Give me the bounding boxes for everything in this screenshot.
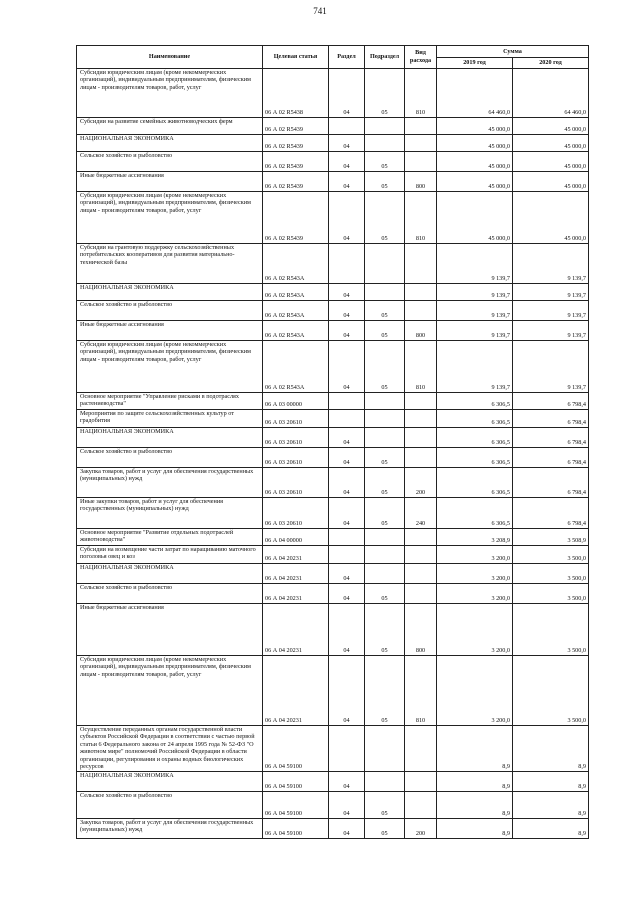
row-name-cell: Субсидии юридическим лицам (кроме некоммерческих организаций), индивидуальным предпринимателям, физическим лицам - производителям товаров, работ, услуг (77, 192, 263, 244)
row-subsection-cell (365, 393, 405, 410)
row-section-cell (329, 726, 365, 772)
row-name-cell: Сельское хозяйство и рыболовство (77, 791, 263, 818)
row-sum-2020-cell: 9 139,7 (513, 244, 589, 284)
row-sum-2019-cell: 9 139,7 (437, 301, 513, 321)
table-row (77, 448, 589, 468)
row-sum-2019-cell: 6 306,5 (437, 410, 513, 428)
row-section-cell: 04 (329, 135, 365, 152)
row-target-cell: 06 А 03 00000 (263, 393, 329, 410)
row-name-cell: Субсидии юридическим лицам (кроме некоммерческих организаций), индивидуальным предпринимателям, физическим лицам - производителям товаров, работ, услуг (77, 656, 263, 726)
row-subsection-cell (365, 546, 405, 564)
row-expense-type-cell (405, 564, 437, 584)
row-target-cell: 06 А 04 59100 (263, 771, 329, 791)
row-sum-2019-cell: 6 306,5 (437, 468, 513, 498)
row-sum-2019-cell: 8,9 (437, 818, 513, 838)
row-sum-2019-cell: 8,9 (437, 771, 513, 791)
row-subsection-cell: 05 (365, 498, 405, 529)
row-name-cell: Сельское хозяйство и рыболовство (77, 152, 263, 172)
row-target-cell: 06 А 04 59100 (263, 791, 329, 818)
row-sum-2019-cell: 9 139,7 (437, 321, 513, 341)
row-target-cell: 06 А 04 20231 (263, 564, 329, 584)
row-expense-type-cell (405, 118, 437, 135)
row-subsection-cell (365, 564, 405, 584)
row-expense-type-cell (405, 152, 437, 172)
row-expense-type-cell: 200 (405, 818, 437, 838)
row-target-cell: 06 А 04 20231 (263, 656, 329, 726)
row-expense-type-cell: 800 (405, 321, 437, 341)
table-row (77, 192, 589, 244)
row-sum-2019-cell: 3 200,0 (437, 564, 513, 584)
row-sum-2019-cell: 64 460,0 (437, 69, 513, 118)
row-sum-2019-cell: 45 000,0 (437, 172, 513, 192)
row-name-cell: Закупка товаров, работ и услуг для обеспечения государственных (муниципальных) нужд (77, 818, 263, 838)
row-sum-2019-cell: 45 000,0 (437, 152, 513, 172)
table-row (77, 604, 589, 656)
row-target-cell: 06 А 02 R5439 (263, 118, 329, 135)
row-name-cell: Основное мероприятие "Управление рисками в подотраслях растениеводства" (77, 393, 263, 410)
row-section-cell: 04 (329, 448, 365, 468)
row-subsection-cell: 05 (365, 468, 405, 498)
row-subsection-cell (365, 244, 405, 284)
row-expense-type-cell: 810 (405, 341, 437, 393)
row-target-cell: 06 А 02 R543А (263, 301, 329, 321)
table-row (77, 341, 589, 393)
table-row (77, 301, 589, 321)
row-sum-2020-cell: 8,9 (513, 818, 589, 838)
table-row (77, 791, 589, 818)
row-target-cell: 06 А 02 R543А (263, 321, 329, 341)
row-sum-2020-cell: 45 000,0 (513, 152, 589, 172)
table-header (77, 46, 589, 69)
row-name-cell: Иные бюджетные ассигнования (77, 321, 263, 341)
table-row (77, 410, 589, 428)
row-name-cell: Субсидии юридическим лицам (кроме некоммерческих организаций), индивидуальным предпринимателям, физическим лицам - производителям товаров, работ, услуг (77, 69, 263, 118)
row-section-cell: 04 (329, 192, 365, 244)
row-expense-type-cell (405, 584, 437, 604)
row-name-cell: Закупка товаров, работ и услуг для обеспечения государственных (муниципальных) нужд (77, 468, 263, 498)
header-section: Раздел (329, 46, 365, 69)
row-section-cell: 04 (329, 818, 365, 838)
row-target-cell: 06 А 02 R5438 (263, 69, 329, 118)
row-subsection-cell (365, 529, 405, 546)
row-target-cell: 06 А 04 59100 (263, 726, 329, 772)
table-row (77, 498, 589, 529)
row-subsection-cell: 05 (365, 818, 405, 838)
row-name-cell: НАЦИОНАЛЬНАЯ ЭКОНОМИКА (77, 771, 263, 791)
row-expense-type-cell: 810 (405, 192, 437, 244)
row-sum-2020-cell: 8,9 (513, 771, 589, 791)
header-year-2019: 2019 год (437, 58, 513, 69)
row-name-cell: Субсидии на развитие семейных животноводческих ферм (77, 118, 263, 135)
row-target-cell: 06 А 03 20610 (263, 498, 329, 529)
row-expense-type-cell (405, 135, 437, 152)
row-sum-2020-cell: 9 139,7 (513, 341, 589, 393)
row-target-cell: 06 А 02 R5439 (263, 135, 329, 152)
row-sum-2019-cell: 3 200,0 (437, 604, 513, 656)
row-expense-type-cell (405, 393, 437, 410)
row-subsection-cell (365, 118, 405, 135)
row-sum-2020-cell: 8,9 (513, 726, 589, 772)
header-sum: Сумма (437, 46, 589, 58)
row-expense-type-cell: 810 (405, 69, 437, 118)
row-sum-2019-cell: 3 200,0 (437, 546, 513, 564)
row-sum-2020-cell: 45 000,0 (513, 172, 589, 192)
table-body (77, 69, 589, 839)
row-target-cell: 06 А 03 20610 (263, 448, 329, 468)
row-subsection-cell (365, 771, 405, 791)
row-subsection-cell (365, 284, 405, 301)
budget-table (76, 45, 589, 839)
row-section-cell: 04 (329, 604, 365, 656)
row-section-cell: 04 (329, 791, 365, 818)
row-sum-2020-cell: 6 798,4 (513, 498, 589, 529)
row-subsection-cell (365, 410, 405, 428)
table-row (77, 284, 589, 301)
row-sum-2020-cell: 6 798,4 (513, 428, 589, 448)
row-target-cell: 06 А 04 20231 (263, 546, 329, 564)
row-subsection-cell: 05 (365, 321, 405, 341)
row-expense-type-cell: 200 (405, 468, 437, 498)
row-sum-2020-cell: 8,9 (513, 791, 589, 818)
row-target-cell: 06 А 04 59100 (263, 818, 329, 838)
row-sum-2019-cell: 6 306,5 (437, 428, 513, 448)
row-section-cell (329, 529, 365, 546)
row-sum-2020-cell: 3 500,0 (513, 604, 589, 656)
row-name-cell: НАЦИОНАЛЬНАЯ ЭКОНОМИКА (77, 284, 263, 301)
row-section-cell: 04 (329, 468, 365, 498)
row-name-cell: НАЦИОНАЛЬНАЯ ЭКОНОМИКА (77, 428, 263, 448)
row-name-cell: НАЦИОНАЛЬНАЯ ЭКОНОМИКА (77, 135, 263, 152)
row-sum-2019-cell: 9 139,7 (437, 341, 513, 393)
row-expense-type-cell (405, 791, 437, 818)
table-row (77, 428, 589, 448)
row-sum-2020-cell: 9 139,7 (513, 321, 589, 341)
row-subsection-cell: 05 (365, 192, 405, 244)
row-name-cell: Иные бюджетные ассигнования (77, 604, 263, 656)
row-target-cell: 06 А 03 20610 (263, 410, 329, 428)
row-sum-2020-cell: 45 000,0 (513, 118, 589, 135)
row-name-cell: Мероприятия по защите сельскохозяйственных культур от градобития (77, 410, 263, 428)
row-section-cell: 04 (329, 584, 365, 604)
header-target: Целевая статья (263, 46, 329, 69)
row-section-cell: 04 (329, 301, 365, 321)
row-section-cell (329, 410, 365, 428)
row-sum-2019-cell: 9 139,7 (437, 244, 513, 284)
row-sum-2020-cell: 6 798,4 (513, 468, 589, 498)
row-target-cell: 06 А 02 R5439 (263, 152, 329, 172)
row-subsection-cell: 05 (365, 69, 405, 118)
row-subsection-cell: 05 (365, 152, 405, 172)
row-name-cell: Субсидии юридическим лицам (кроме некоммерческих организаций), индивидуальным предпринимателям, физическим лицам - производителям товаров, работ, услуг (77, 341, 263, 393)
row-section-cell: 04 (329, 564, 365, 584)
row-section-cell: 04 (329, 341, 365, 393)
row-section-cell (329, 546, 365, 564)
table-row (77, 818, 589, 838)
row-target-cell: 06 А 02 R5439 (263, 192, 329, 244)
row-sum-2020-cell: 45 000,0 (513, 192, 589, 244)
table-row (77, 135, 589, 152)
row-section-cell: 04 (329, 498, 365, 529)
table-row (77, 393, 589, 410)
row-sum-2019-cell: 8,9 (437, 791, 513, 818)
row-section-cell: 04 (329, 321, 365, 341)
table-row (77, 244, 589, 284)
row-target-cell: 06 А 04 20231 (263, 604, 329, 656)
row-name-cell: Иные бюджетные ассигнования (77, 172, 263, 192)
row-section-cell (329, 118, 365, 135)
row-sum-2019-cell: 3 200,0 (437, 656, 513, 726)
row-sum-2020-cell: 64 460,0 (513, 69, 589, 118)
row-expense-type-cell (405, 284, 437, 301)
row-subsection-cell (365, 135, 405, 152)
row-name-cell: Сельское хозяйство и рыболовство (77, 301, 263, 321)
row-target-cell: 06 А 03 20610 (263, 468, 329, 498)
row-name-cell: НАЦИОНАЛЬНАЯ ЭКОНОМИКА (77, 564, 263, 584)
table-row (77, 771, 589, 791)
row-expense-type-cell: 240 (405, 498, 437, 529)
row-target-cell: 06 А 04 00000 (263, 529, 329, 546)
page-number: 741 (313, 6, 327, 16)
row-section-cell: 04 (329, 284, 365, 301)
row-expense-type-cell (405, 771, 437, 791)
row-section-cell: 04 (329, 656, 365, 726)
row-target-cell: 06 А 02 R543А (263, 341, 329, 393)
table-row (77, 546, 589, 564)
table-row (77, 152, 589, 172)
row-target-cell: 06 А 03 20610 (263, 428, 329, 448)
table-row (77, 529, 589, 546)
row-expense-type-cell (405, 244, 437, 284)
row-section-cell: 04 (329, 771, 365, 791)
header-year-2020: 2020 год (513, 58, 589, 69)
row-subsection-cell: 05 (365, 301, 405, 321)
table-row (77, 584, 589, 604)
table-row (77, 564, 589, 584)
row-section-cell: 04 (329, 152, 365, 172)
row-subsection-cell: 05 (365, 584, 405, 604)
table-row (77, 118, 589, 135)
row-sum-2020-cell: 6 798,4 (513, 393, 589, 410)
row-subsection-cell: 05 (365, 791, 405, 818)
row-expense-type-cell (405, 448, 437, 468)
row-expense-type-cell (405, 546, 437, 564)
row-section-cell (329, 244, 365, 284)
row-sum-2019-cell: 6 306,5 (437, 448, 513, 468)
row-target-cell: 06 А 02 R543А (263, 284, 329, 301)
row-sum-2020-cell: 45 000,0 (513, 135, 589, 152)
table-row (77, 656, 589, 726)
row-expense-type-cell: 810 (405, 656, 437, 726)
row-name-cell: Сельское хозяйство и рыболовство (77, 448, 263, 468)
row-name-cell: Сельское хозяйство и рыболовство (77, 584, 263, 604)
row-expense-type-cell (405, 410, 437, 428)
row-sum-2019-cell: 6 306,5 (437, 393, 513, 410)
row-sum-2019-cell: 3 200,0 (437, 584, 513, 604)
row-name-cell: Субсидии на грантовую поддержку сельскохозяйственных потребительских кооперативов для развития материально-технической базы (77, 244, 263, 284)
row-subsection-cell: 05 (365, 448, 405, 468)
row-section-cell: 04 (329, 428, 365, 448)
row-sum-2020-cell: 6 798,4 (513, 410, 589, 428)
row-expense-type-cell (405, 301, 437, 321)
table-row (77, 69, 589, 118)
table-row (77, 321, 589, 341)
row-name-cell: Основное мероприятие "Развитие отдельных подотраслей животноводства" (77, 529, 263, 546)
row-sum-2020-cell: 9 139,7 (513, 284, 589, 301)
row-sum-2019-cell: 8,9 (437, 726, 513, 772)
row-expense-type-cell (405, 428, 437, 448)
row-sum-2019-cell: 45 000,0 (437, 192, 513, 244)
row-expense-type-cell (405, 529, 437, 546)
row-expense-type-cell: 800 (405, 604, 437, 656)
row-target-cell: 06 А 02 R5439 (263, 172, 329, 192)
row-sum-2019-cell: 45 000,0 (437, 118, 513, 135)
row-subsection-cell (365, 726, 405, 772)
row-name-cell: Осуществление переданных органам государственной власти субъектов Российской Федерации в соответствии с частью первой статьи 6 Федерального закона от 24 апреля 1995 года № 52-ФЗ "О животном мире" полномочий Российской Федерации в области организации, регулирования и охраны водных биологических ресурсов (77, 726, 263, 772)
row-sum-2020-cell: 3 500,0 (513, 564, 589, 584)
row-sum-2019-cell: 45 000,0 (437, 135, 513, 152)
row-section-cell (329, 393, 365, 410)
row-sum-2019-cell: 9 139,7 (437, 284, 513, 301)
row-subsection-cell (365, 428, 405, 448)
row-name-cell: Субсидии на возмещение части затрат по наращиванию маточного поголовья овец и коз (77, 546, 263, 564)
row-subsection-cell: 05 (365, 172, 405, 192)
row-sum-2020-cell: 9 139,7 (513, 301, 589, 321)
row-subsection-cell: 05 (365, 604, 405, 656)
row-target-cell: 06 А 04 20231 (263, 584, 329, 604)
table-row (77, 172, 589, 192)
table-row (77, 726, 589, 772)
header-name: Наименование (77, 46, 263, 69)
header-subsection: Подраздел (365, 46, 405, 69)
row-sum-2020-cell: 6 798,4 (513, 448, 589, 468)
row-name-cell: Иные закупки товаров, работ и услуг для обеспечения государственных (муниципальных) нужд (77, 498, 263, 529)
row-sum-2020-cell: 3 500,0 (513, 656, 589, 726)
table-row (77, 468, 589, 498)
row-expense-type-cell (405, 726, 437, 772)
row-expense-type-cell: 800 (405, 172, 437, 192)
row-target-cell: 06 А 02 R543А (263, 244, 329, 284)
row-section-cell: 04 (329, 172, 365, 192)
row-subsection-cell: 05 (365, 341, 405, 393)
header-expense-type: Вид расхода (405, 46, 437, 69)
row-section-cell: 04 (329, 69, 365, 118)
row-sum-2020-cell: 3 500,0 (513, 584, 589, 604)
row-sum-2020-cell: 3 508,9 (513, 529, 589, 546)
row-sum-2019-cell: 3 208,9 (437, 529, 513, 546)
row-sum-2019-cell: 6 306,5 (437, 498, 513, 529)
row-subsection-cell: 05 (365, 656, 405, 726)
row-sum-2020-cell: 3 500,0 (513, 546, 589, 564)
